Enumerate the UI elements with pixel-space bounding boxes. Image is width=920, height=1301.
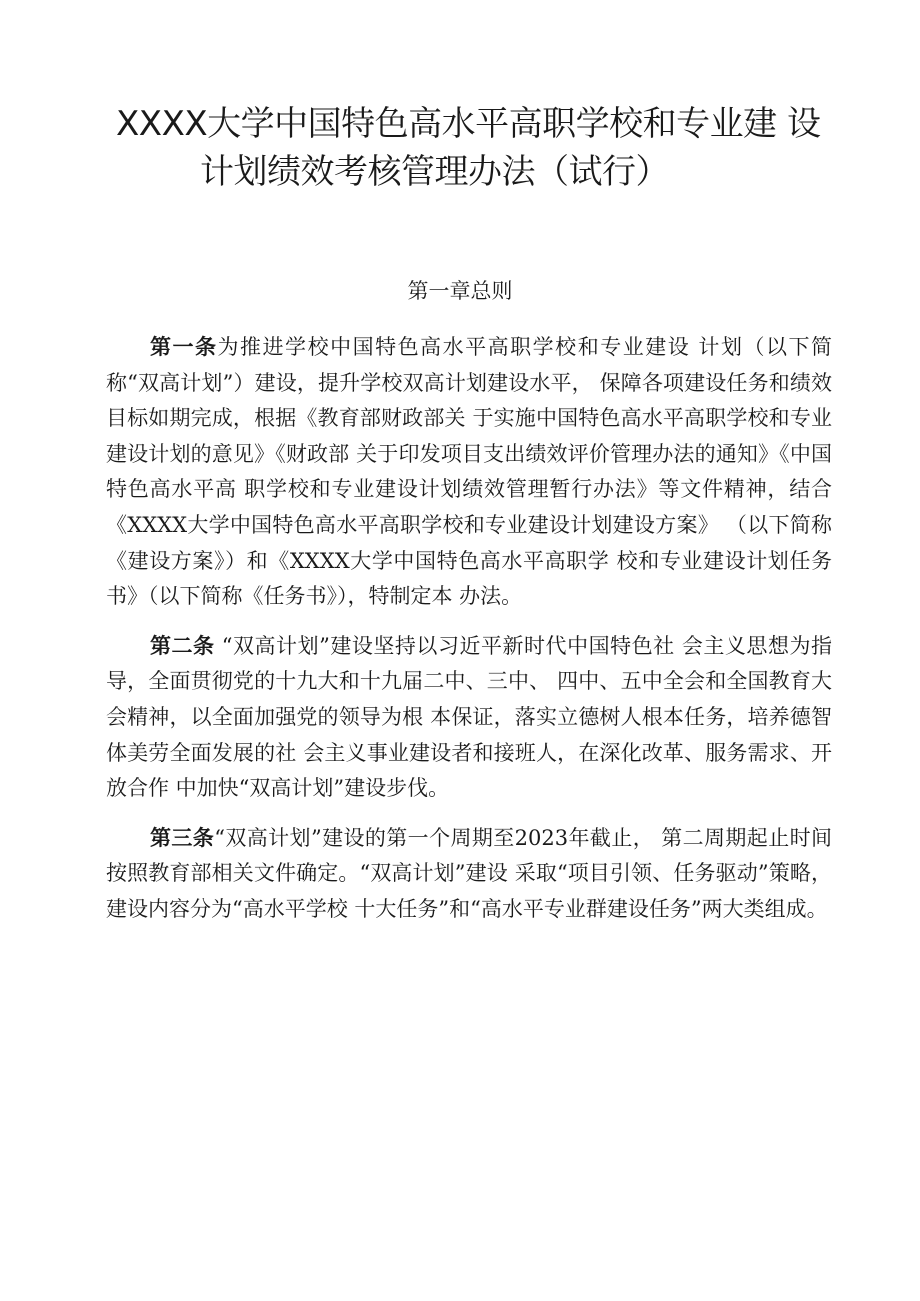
article-1-text: 为推进学校中国特色高水平高职学校和专业建设 计划（以下简称“双高计划”）建设，提升学校双高计划建设水平， 保障各项建设任务和绩效目标如期完成，根据《教育部财政部关 于实施中国特色高水平高职学校和专业建设计划的意见》《财政部 关于印发项目支出绩效评价管理办法的通知》《中国特色高水平高 职学校和专业建设计划绩效管理暂行办法》等文件精神，结合 《XXXX大学中国特色高水平高职学校和专业建设计划建设方案》 （以下简称《建设方案》）和《XXXX大学中国特色高水平高职学 校和专业建设计划任务书》（以下简称《任务书》），特制定本 办法。 — [106, 335, 832, 609]
chapter-heading: 第一章总则 — [407, 279, 513, 303]
article-3 — [106, 821, 832, 928]
article-2-label: 第二条 — [150, 633, 215, 658]
article-3-text: “双高计划”建设的第一个周期至2023年截止， 第二周期起止时间按照教育部相关文件确定。“双高计划”建设 采取“项目引领、任务驱动”策略，建设内容分为“高水平学校 十大任务”和“高水平专业群建设任务”两大类组成。 — [106, 825, 832, 921]
title-line-2: 计划绩效考核管理办法（试行） — [200, 152, 669, 192]
article-2-text: “双高计划”建设坚持以习近平新时代中国特色社 会主义思想为指导，全面贯彻党的十九大和十九届二中、三中、 四中、五中全会和全国教育大会精神，以全面加强党的领导为根 本保证，落实立德树人根本任务，培养德智体美劳全面发展的社 会主义事业建设者和接班人，在深化改革、服务需求、开放合作 中加快“双高计划”建设步伐。 — [106, 633, 832, 801]
document-body — [106, 330, 832, 942]
article-3-label: 第三条 — [150, 825, 215, 850]
title-line-1: XXXX大学中国特色高水平高职学校和专业建 设 — [116, 104, 821, 144]
article-2 — [106, 629, 832, 807]
article-1-label: 第一条 — [150, 335, 218, 359]
document-title — [0, 100, 920, 196]
article-1 — [106, 330, 832, 615]
